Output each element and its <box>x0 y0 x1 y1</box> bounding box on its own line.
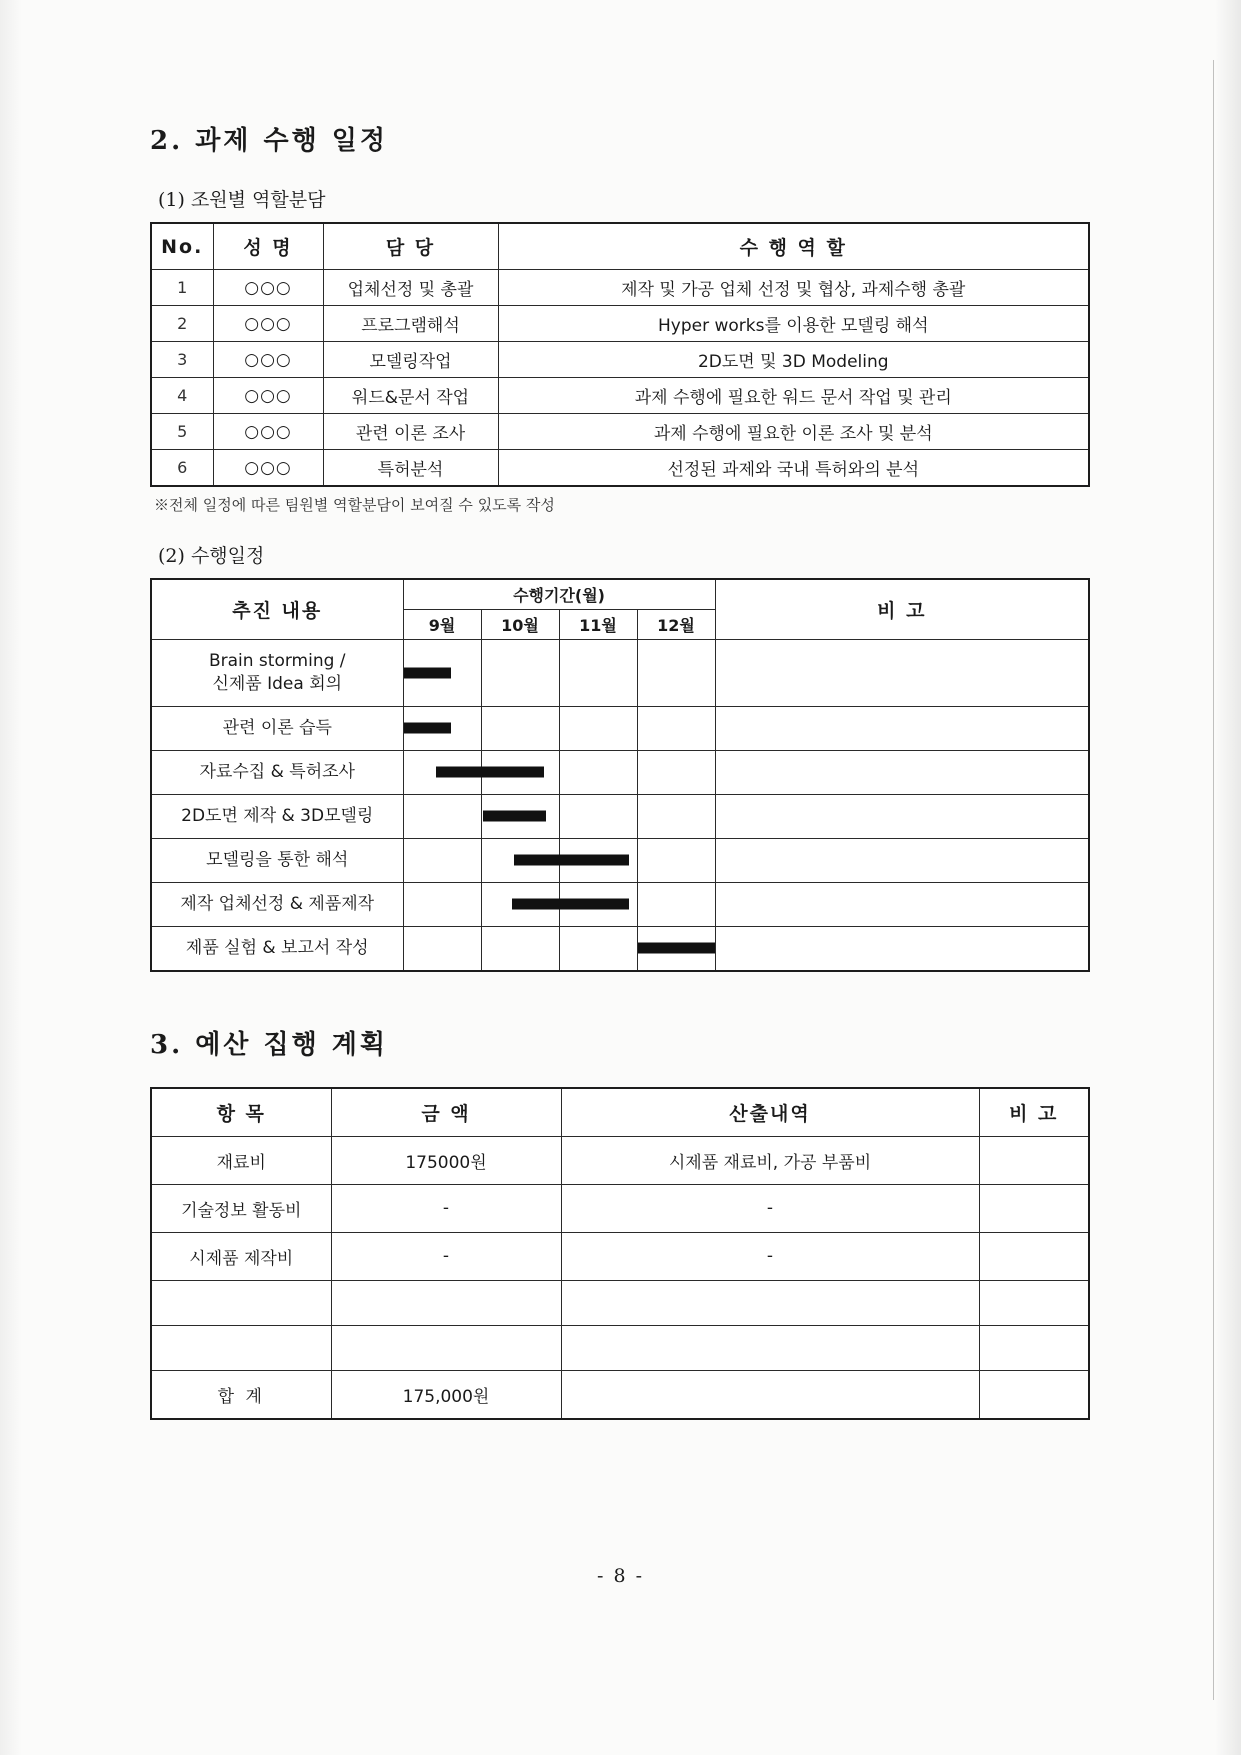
gantt-cell <box>559 926 637 970</box>
roles-cell-duty: 특허분석 <box>323 450 498 487</box>
schedule-cell-task: 모델링을 통한 해석 <box>151 838 403 882</box>
roles-cell-no: 6 <box>151 450 213 487</box>
subsection-1-label: (1) 조원별 역할분담 <box>158 189 326 211</box>
gantt-cell <box>481 926 559 970</box>
gantt-cell <box>481 794 559 838</box>
table-row <box>151 838 1089 882</box>
budget-cell-amount: 175000원 <box>331 1136 561 1184</box>
roles-cell-name: ○○○ <box>213 306 323 342</box>
budget-cell-item: 기술정보 활동비 <box>151 1184 331 1232</box>
table-row <box>151 750 1089 794</box>
table-row <box>151 414 1089 450</box>
roles-cell-no: 4 <box>151 378 213 414</box>
section-3-title: 3. 예산 집행 계획 <box>150 1029 388 1060</box>
budget-header-remark: 비 고 <box>979 1088 1089 1137</box>
budget-cell-detail <box>561 1325 979 1370</box>
table-header-row <box>151 1088 1089 1137</box>
budget-header-detail: 산출내역 <box>561 1088 979 1137</box>
budget-cell-item <box>151 1325 331 1370</box>
gantt-cell <box>559 640 637 707</box>
roles-header-duty: 담 당 <box>323 223 498 270</box>
budget-cell-detail: 시제품 재료비, 가공 부품비 <box>561 1136 979 1184</box>
budget-cell-total-label: 합 계 <box>151 1370 331 1419</box>
schedule-cell-task: 관련 이론 습득 <box>151 706 403 750</box>
table-row <box>151 706 1089 750</box>
table-row <box>151 1370 1089 1419</box>
gantt-cell <box>637 926 715 970</box>
budget-cell-detail: - <box>561 1232 979 1280</box>
schedule-cell-task: 제품 실험 & 보고서 작성 <box>151 926 403 970</box>
roles-cell-name: ○○○ <box>213 414 323 450</box>
schedule-cell-remark <box>715 706 1089 750</box>
schedule-cell-remark <box>715 794 1089 838</box>
table-header-row <box>151 579 1089 610</box>
roles-cell-duty: 워드&문서 작업 <box>323 378 498 414</box>
scan-shadow-right <box>1215 0 1241 1755</box>
budget-cell-remark <box>979 1184 1089 1232</box>
roles-header-role: 수 행 역 할 <box>498 223 1089 270</box>
budget-cell-detail <box>561 1370 979 1419</box>
schedule-cell-remark <box>715 750 1089 794</box>
budget-cell-amount <box>331 1280 561 1325</box>
schedule-header-month-12: 12월 <box>637 610 715 640</box>
roles-cell-duty: 관련 이론 조사 <box>323 414 498 450</box>
table-row <box>151 1325 1089 1370</box>
gantt-cell <box>637 706 715 750</box>
table-row <box>151 882 1089 926</box>
schedule-cell-remark <box>715 640 1089 707</box>
roles-cell-name: ○○○ <box>213 378 323 414</box>
gantt-cell <box>559 706 637 750</box>
schedule-cell-task: 제작 업체선정 & 제품제작 <box>151 882 403 926</box>
schedule-header-task: 추진 내용 <box>151 579 403 640</box>
gantt-bar <box>404 723 452 734</box>
budget-cell-remark <box>979 1232 1089 1280</box>
table-row <box>151 1232 1089 1280</box>
gantt-cell <box>559 882 637 926</box>
table-row <box>151 926 1089 970</box>
roles-cell-no: 3 <box>151 342 213 378</box>
budget-cell-item <box>151 1280 331 1325</box>
gantt-cell <box>637 750 715 794</box>
gantt-cell <box>559 794 637 838</box>
gantt-cell <box>403 750 481 794</box>
table-header-row <box>151 223 1089 270</box>
budget-cell-remark <box>979 1136 1089 1184</box>
roles-cell-no: 2 <box>151 306 213 342</box>
gantt-bar <box>638 943 715 954</box>
budget-cell-amount: - <box>331 1184 561 1232</box>
gantt-cell <box>403 794 481 838</box>
page-number: - 8 - <box>596 1565 644 1587</box>
schedule-header-month-9: 9월 <box>403 610 481 640</box>
table-row <box>151 270 1089 306</box>
budget-table <box>150 1087 1090 1420</box>
budget-cell-amount: - <box>331 1232 561 1280</box>
gantt-cell <box>637 794 715 838</box>
section-2-title: 2. 과제 수행 일정 <box>150 126 388 156</box>
gantt-cell <box>637 838 715 882</box>
gantt-cell <box>481 706 559 750</box>
roles-cell-no: 5 <box>151 414 213 450</box>
budget-cell-detail: - <box>561 1184 979 1232</box>
budget-cell-remark <box>979 1280 1089 1325</box>
roles-table-note: ※전체 일정에 따른 팀원별 역할분담이 보여질 수 있도록 작성 <box>154 496 555 514</box>
gantt-bar <box>404 667 452 678</box>
document-content <box>150 120 1090 1420</box>
roles-cell-role: 선정된 과제와 국내 특허와의 분석 <box>498 450 1089 487</box>
gantt-cell <box>481 750 559 794</box>
schedule-table <box>150 578 1090 972</box>
budget-cell-detail <box>561 1280 979 1325</box>
gantt-cell <box>481 640 559 707</box>
roles-table <box>150 222 1090 487</box>
budget-cell-remark <box>979 1325 1089 1370</box>
gantt-cell <box>403 706 481 750</box>
schedule-task-line-1: Brain storming / <box>208 651 346 671</box>
table-row <box>151 450 1089 487</box>
roles-cell-role: 과제 수행에 필요한 이론 조사 및 분석 <box>498 414 1089 450</box>
gantt-cell <box>403 882 481 926</box>
schedule-cell-task <box>151 640 403 707</box>
gantt-bar <box>483 811 546 822</box>
table-row <box>151 306 1089 342</box>
budget-cell-item: 시제품 제작비 <box>151 1232 331 1280</box>
gantt-cell <box>637 882 715 926</box>
gantt-cell <box>637 640 715 707</box>
scan-shadow-left <box>0 0 22 1755</box>
roles-header-no: No. <box>151 223 213 270</box>
budget-header-item: 항 목 <box>151 1088 331 1137</box>
table-row <box>151 1280 1089 1325</box>
schedule-header-remark: 비 고 <box>715 579 1089 640</box>
table-row <box>151 794 1089 838</box>
budget-cell-remark <box>979 1370 1089 1419</box>
schedule-cell-remark <box>715 882 1089 926</box>
roles-cell-name: ○○○ <box>213 270 323 306</box>
roles-cell-role: 제작 및 가공 업체 선정 및 협상, 과제수행 총괄 <box>498 270 1089 306</box>
table-row <box>151 1184 1089 1232</box>
schedule-task-line-2: 신제품 Idea 회의 <box>212 673 343 694</box>
roles-cell-role: Hyper works를 이용한 모델링 해석 <box>498 306 1089 342</box>
table-row <box>151 378 1089 414</box>
gantt-cell <box>481 882 559 926</box>
roles-cell-role: 과제 수행에 필요한 워드 문서 작업 및 관리 <box>498 378 1089 414</box>
budget-cell-amount <box>331 1325 561 1370</box>
budget-header-amount: 금 액 <box>331 1088 561 1137</box>
budget-cell-total-amount: 175,000원 <box>331 1370 561 1419</box>
schedule-header-month-10: 10월 <box>481 610 559 640</box>
roles-cell-duty: 프로그램해석 <box>323 306 498 342</box>
roles-cell-duty: 업체선정 및 총괄 <box>323 270 498 306</box>
gantt-cell <box>481 838 559 882</box>
roles-cell-name: ○○○ <box>213 450 323 487</box>
subsection-2-label: (2) 수행일정 <box>158 545 265 567</box>
gantt-cell <box>403 640 481 707</box>
budget-cell-item: 재료비 <box>151 1136 331 1184</box>
table-row <box>151 640 1089 707</box>
roles-cell-duty: 모델링작업 <box>323 342 498 378</box>
table-row <box>151 342 1089 378</box>
schedule-cell-task: 2D도면 제작 & 3D모델링 <box>151 794 403 838</box>
schedule-header-month-11: 11월 <box>559 610 637 640</box>
schedule-header-period: 수행기간(월) <box>403 579 715 610</box>
schedule-cell-remark <box>715 926 1089 970</box>
gantt-cell <box>559 750 637 794</box>
roles-cell-role: 2D도면 및 3D Modeling <box>498 342 1089 378</box>
scan-artifact-line <box>1213 60 1214 1700</box>
roles-cell-no: 1 <box>151 270 213 306</box>
roles-header-name: 성 명 <box>213 223 323 270</box>
schedule-cell-task: 자료수집 & 특허조사 <box>151 750 403 794</box>
gantt-cell <box>403 838 481 882</box>
gantt-cell <box>559 838 637 882</box>
schedule-cell-remark <box>715 838 1089 882</box>
table-row <box>151 1136 1089 1184</box>
gantt-cell <box>403 926 481 970</box>
roles-cell-name: ○○○ <box>213 342 323 378</box>
